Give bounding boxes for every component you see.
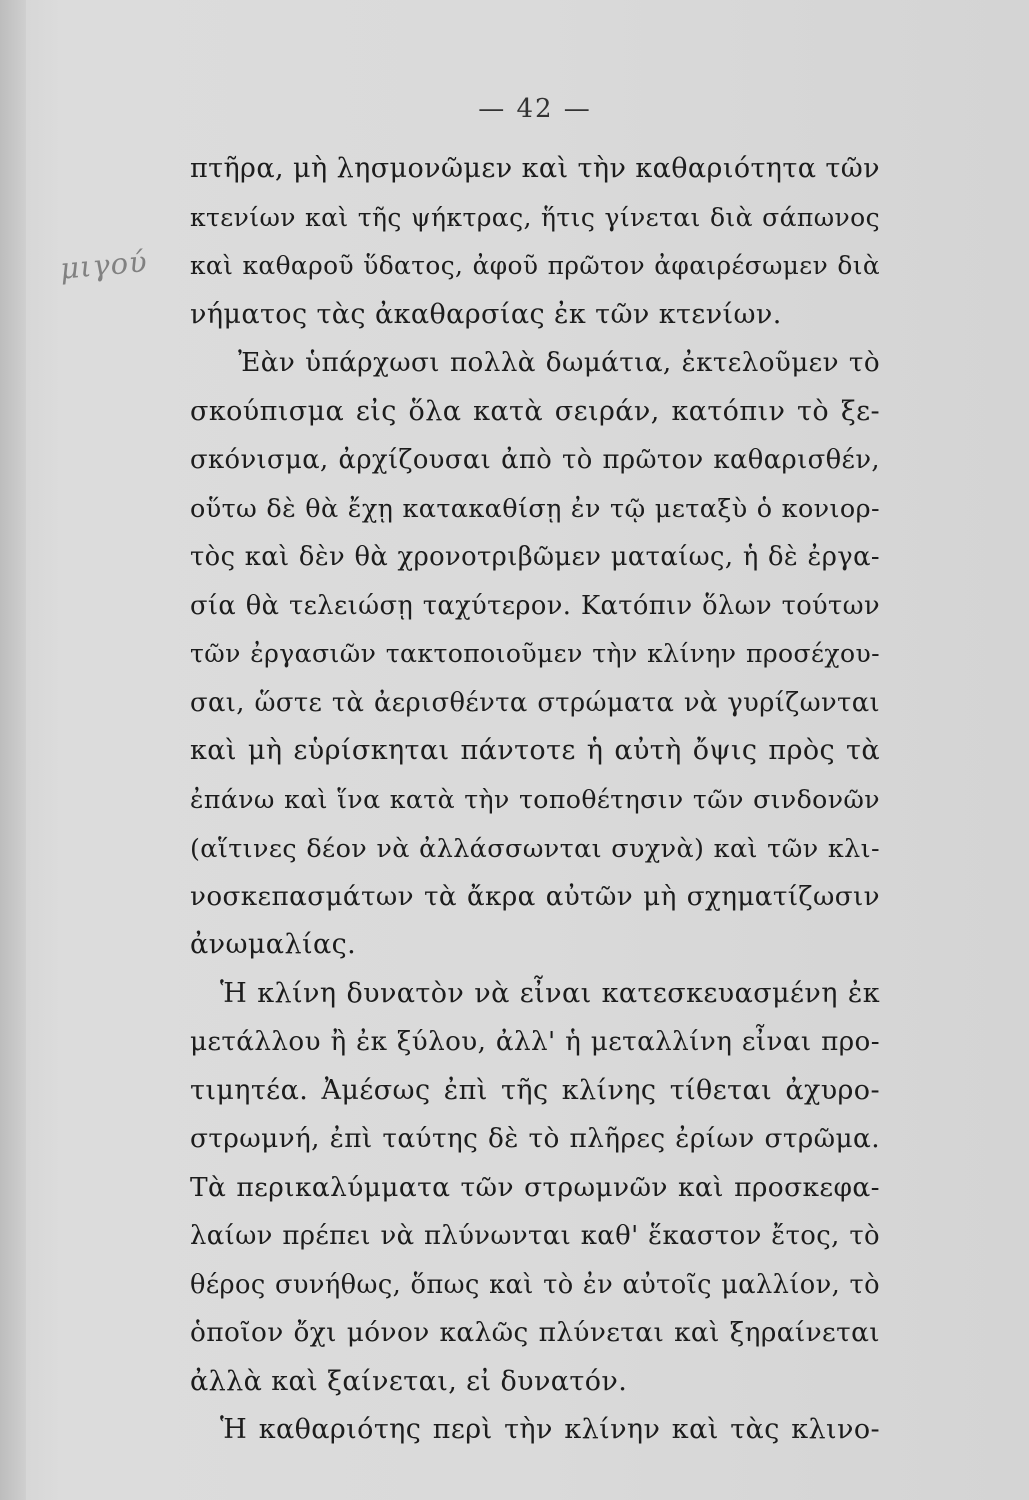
text-line: νοσκεπασμάτων τὰ ἄκρα αὐτῶν μὴ σχηματίζωσιν	[190, 881, 880, 912]
text-line: ἀνωμαλίας.	[190, 929, 357, 960]
text-line: ἀλλὰ καὶ ξαίνεται, εἰ δυνατόν.	[190, 1365, 628, 1397]
body-text	[190, 145, 880, 1455]
text-line: πτῆρα, μὴ λησμονῶμεν καὶ τὴν καθαριότητα τῶν	[190, 153, 880, 184]
page-number: — 42 —	[478, 94, 592, 124]
text-line: οὕτω δὲ θὰ ἔχῃ κατακαθίσῃ ἐν τῷ μεταξὺ ὁ κονιορ-	[190, 493, 880, 524]
text-line: ἐπάνω καὶ ἵνα κατὰ τὴν τοποθέτησιν τῶν σινδονῶν	[190, 784, 880, 814]
text-line: σαι, ὥστε τὰ ἀερισθέντα στρώματα νὰ γυρίζωνται	[190, 687, 880, 718]
text-line: λαίων πρέπει νὰ πλύνωνται καθ' ἕκαστον ἔτος, τὸ	[190, 1221, 880, 1251]
text-line: νήματος τὰς ἀκαθαρσίας ἐκ τῶν κτενίων.	[190, 298, 782, 330]
text-line: σία θὰ τελειώσῃ ταχύτερον. Κατόπιν ὅλων τούτων	[190, 590, 880, 621]
text-line: (αἵτινες δέον νὰ ἀλλάσσωνται συχνὰ) καὶ τῶν κλι-	[190, 833, 880, 863]
text-line: καὶ μὴ εὑρίσκηται πάντοτε ἡ αὐτὴ ὄψις πρὸς τὰ	[190, 735, 880, 766]
text-line: σκόνισμα, ἀρχίζουσαι ἀπὸ τὸ πρῶτον καθαρισθέν,	[190, 445, 880, 475]
text-line: τιμητέα. Ἀμέσως ἐπὶ τῆς κλίνης τίθεται ἀχυρο-	[190, 1074, 880, 1106]
text-line: τῶν ἐργασιῶν τακτοποιοῦμεν τὴν κλίνην προσέχου-	[190, 639, 880, 668]
text-line: στρωμνή, ἐπὶ ταύτης δὲ τὸ πλῆρες ἐρίων στρῶμα.	[190, 1124, 880, 1154]
text-line: κτενίων καὶ τῆς ψήκτρας, ἥτις γίνεται διὰ σάπωνος	[190, 202, 880, 232]
text-line: Ἡ κλίνη δυνατὸν νὰ εἶναι κατεσκευασμένη ἐκ	[220, 977, 880, 1009]
page-gutter-shadow	[0, 0, 26, 1500]
text-line: θέρος συνήθως, ὅπως καὶ τὸ ἐν αὐτοῖς μαλλίον, τὸ	[190, 1269, 880, 1300]
text-line: σκούπισμα εἰς ὅλα κατὰ σειράν, κατόπιν τὸ ξε-	[190, 395, 880, 427]
text-line: μετάλλου ἢ ἐκ ξύλου, ἀλλ' ἡ μεταλλίνη εἶναι προ-	[190, 1027, 880, 1057]
text-line: τὸς καὶ δὲν θὰ χρονοτριβῶμεν ματαίως, ἡ δὲ ἐργα-	[190, 542, 880, 572]
text-line: Ἡ καθαριότης περὶ τὴν κλίνην καὶ τὰς κλινο-	[220, 1414, 880, 1445]
text-line: Ἐὰν ὑπάρχωσι πολλὰ δωμάτια, ἐκτελοῦμεν τὸ	[238, 348, 880, 378]
text-line: ὁποῖον ὄχι μόνον καλῶς πλύνεται καὶ ξηραίνεται	[190, 1318, 880, 1348]
text-line: Τὰ περικαλύμματα τῶν στρωμνῶν καὶ προσκεφα-	[190, 1171, 880, 1203]
text-line: καὶ καθαροῦ ὕδατος, ἀφοῦ πρῶτον ἀφαιρέσωμεν διὰ	[190, 251, 880, 280]
handwritten-margin-note: μιγού	[58, 244, 149, 286]
